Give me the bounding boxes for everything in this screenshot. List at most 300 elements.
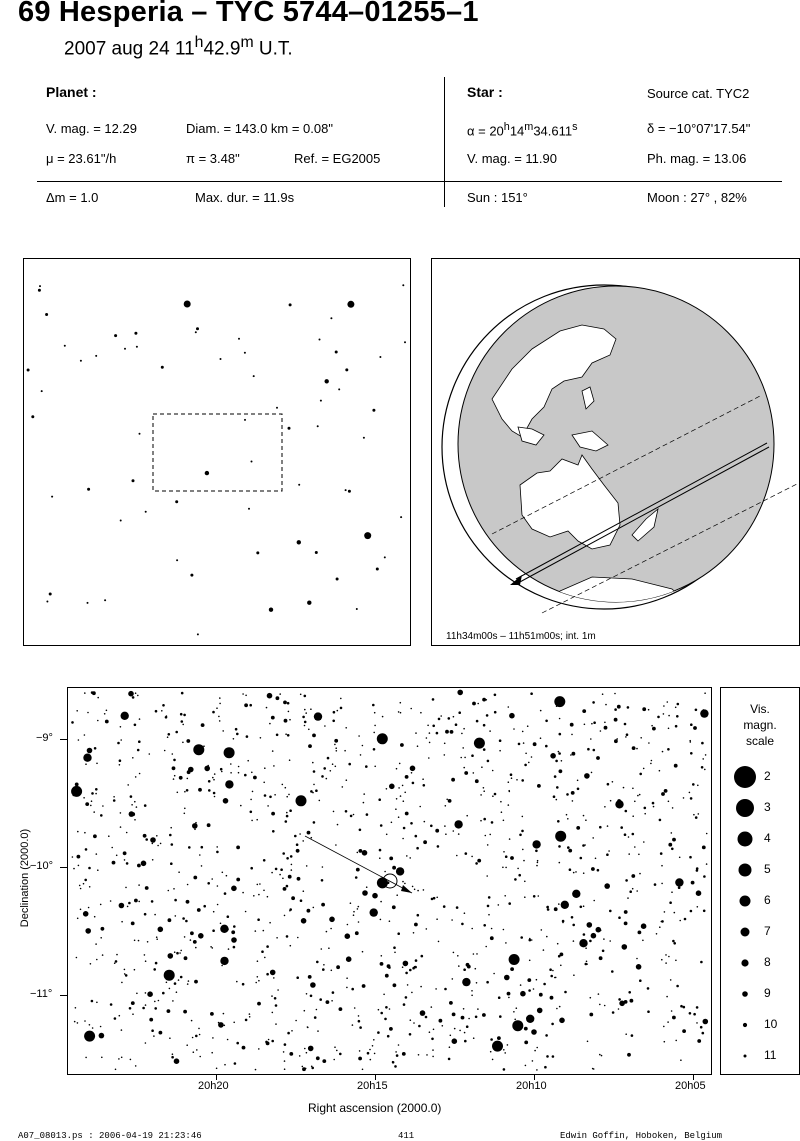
background-star <box>275 1023 277 1025</box>
background-star <box>182 724 184 726</box>
background-star <box>675 725 678 728</box>
background-star <box>110 1003 113 1006</box>
finder-chart <box>24 259 410 645</box>
background-star <box>144 954 146 956</box>
background-star <box>443 905 446 908</box>
background-star <box>184 301 191 308</box>
background-star <box>463 767 465 769</box>
background-star <box>413 932 415 934</box>
background-star <box>420 1010 426 1016</box>
background-star <box>75 1007 77 1009</box>
background-star <box>403 1003 406 1006</box>
background-star <box>665 962 667 964</box>
background-star <box>228 948 230 950</box>
background-star <box>339 1053 342 1056</box>
background-star <box>221 965 223 967</box>
background-star <box>480 794 482 796</box>
background-star <box>522 731 524 733</box>
scale-dot-9 <box>742 991 748 997</box>
background-star <box>573 974 575 976</box>
background-star <box>264 957 266 959</box>
background-star <box>467 965 471 969</box>
background-star <box>288 427 291 430</box>
background-star <box>240 805 242 807</box>
background-star <box>693 814 695 816</box>
background-star <box>420 712 422 714</box>
background-star <box>324 725 326 727</box>
background-star <box>373 748 376 751</box>
background-star <box>233 1022 235 1024</box>
background-star <box>190 574 193 577</box>
background-star <box>194 980 198 984</box>
background-star <box>510 773 513 776</box>
scale-title-3: scale <box>745 734 774 748</box>
background-star <box>330 928 332 930</box>
background-star <box>605 704 607 706</box>
background-star <box>475 779 479 783</box>
background-star <box>394 952 396 954</box>
background-star <box>416 847 419 850</box>
background-star <box>472 702 476 706</box>
background-star <box>224 892 227 895</box>
background-star <box>521 830 524 833</box>
background-star <box>625 810 628 813</box>
background-star <box>272 750 274 752</box>
background-star <box>362 745 364 747</box>
background-star <box>154 914 156 916</box>
background-star <box>255 1069 257 1071</box>
background-star <box>154 1007 157 1010</box>
background-star <box>291 869 293 871</box>
background-star <box>509 838 511 840</box>
background-star <box>308 975 312 979</box>
background-star <box>475 968 477 970</box>
background-star <box>267 693 273 699</box>
background-star <box>85 1057 87 1059</box>
background-star <box>518 743 521 746</box>
background-star <box>266 707 268 709</box>
background-star <box>121 1029 123 1031</box>
background-star <box>306 865 308 867</box>
background-star <box>85 763 87 765</box>
background-star <box>634 801 636 803</box>
background-star <box>313 907 315 909</box>
background-star <box>124 969 126 971</box>
scale-dot-10 <box>743 1023 747 1027</box>
background-star <box>602 693 604 695</box>
background-star <box>174 951 176 953</box>
background-star <box>497 1036 501 1040</box>
background-star <box>668 956 670 958</box>
background-star <box>615 800 623 808</box>
background-star <box>486 875 488 877</box>
background-star <box>336 578 339 581</box>
background-star <box>131 804 133 806</box>
background-star <box>689 792 691 794</box>
background-star <box>432 1056 434 1058</box>
background-star <box>277 989 279 991</box>
background-star <box>195 947 197 949</box>
planet-ref: Ref. = EG2005 <box>294 151 381 166</box>
background-star <box>505 942 507 944</box>
background-star <box>317 1030 319 1032</box>
background-star <box>518 874 521 877</box>
date-prefix: 2007 aug 24 11 <box>64 38 195 60</box>
scale-title-2: magn. <box>743 718 777 732</box>
background-star <box>279 874 281 876</box>
background-star <box>92 691 96 695</box>
background-star <box>488 914 490 916</box>
background-star <box>131 812 135 816</box>
background-star <box>445 805 447 807</box>
background-star <box>121 921 123 923</box>
background-star <box>703 910 706 913</box>
background-star <box>85 848 88 851</box>
background-star <box>347 924 349 926</box>
background-star <box>487 760 490 763</box>
background-star <box>639 773 642 776</box>
background-star <box>587 1041 589 1043</box>
background-star <box>634 846 636 848</box>
background-star <box>136 346 138 348</box>
background-star <box>279 693 281 695</box>
background-star <box>689 1012 692 1015</box>
background-star <box>113 799 116 802</box>
background-star <box>353 914 355 916</box>
background-star <box>461 1016 465 1020</box>
background-star <box>550 753 556 759</box>
background-star <box>134 940 136 942</box>
background-star <box>587 922 593 928</box>
background-star <box>171 1056 174 1059</box>
background-star <box>249 704 252 707</box>
background-star <box>345 368 348 371</box>
background-star <box>403 961 409 967</box>
background-star <box>466 815 468 817</box>
earth-globe <box>432 259 799 645</box>
background-star <box>287 734 290 737</box>
background-star <box>662 751 664 753</box>
background-star <box>283 1051 285 1053</box>
background-star <box>659 926 661 928</box>
background-star <box>248 508 250 510</box>
background-star <box>300 694 302 696</box>
background-star <box>651 725 653 727</box>
background-star <box>99 1033 105 1039</box>
background-star <box>584 724 586 726</box>
background-star <box>78 739 80 741</box>
background-star <box>545 1034 548 1037</box>
background-star <box>400 702 402 704</box>
background-star <box>251 461 253 463</box>
background-star <box>298 484 300 486</box>
background-star <box>568 849 572 853</box>
background-star <box>120 812 122 814</box>
background-star <box>184 936 186 938</box>
background-star <box>531 1029 537 1035</box>
background-star <box>330 770 332 772</box>
background-star <box>523 742 525 744</box>
background-star <box>411 992 413 994</box>
background-star <box>602 950 605 953</box>
background-star <box>38 289 41 292</box>
background-star <box>84 879 87 882</box>
background-star <box>216 851 219 854</box>
background-star <box>311 837 313 839</box>
background-star <box>432 698 435 701</box>
background-star <box>659 770 661 772</box>
footer-page: 411 <box>398 1131 415 1141</box>
background-star <box>409 969 412 972</box>
background-star <box>178 979 180 981</box>
background-star <box>704 769 706 771</box>
background-star <box>533 988 535 990</box>
background-star <box>426 928 428 930</box>
background-star <box>187 983 189 985</box>
background-star <box>508 706 510 708</box>
background-star <box>690 723 693 726</box>
planet-parallax: π = 3.48" <box>186 151 240 166</box>
moon-info: Moon : 27° , 82% <box>647 190 747 205</box>
background-star <box>429 732 431 734</box>
background-star <box>275 868 278 871</box>
background-star <box>264 794 267 797</box>
scale-label-2: 2 <box>764 769 771 783</box>
background-star <box>372 893 378 899</box>
background-star <box>618 916 621 919</box>
background-star <box>377 733 388 744</box>
background-star <box>426 737 428 739</box>
background-star <box>704 692 706 694</box>
background-star <box>284 1068 286 1070</box>
background-star <box>672 940 675 943</box>
background-star <box>97 697 99 699</box>
background-star <box>286 815 289 818</box>
background-star <box>126 832 128 834</box>
background-star <box>336 1050 338 1052</box>
background-star <box>284 915 286 917</box>
background-star <box>244 774 247 777</box>
scale-label-10: 10 <box>764 1017 778 1031</box>
background-star <box>418 1054 420 1056</box>
background-star <box>113 796 115 798</box>
background-star <box>362 850 368 856</box>
background-star <box>226 875 228 877</box>
background-star <box>661 865 663 867</box>
background-star <box>286 885 289 888</box>
background-star <box>661 792 665 796</box>
scale-label-7: 7 <box>764 924 771 938</box>
background-star <box>168 733 171 736</box>
background-star <box>535 850 538 853</box>
background-star <box>577 788 580 791</box>
background-star <box>213 779 215 781</box>
background-star <box>366 886 368 888</box>
background-star <box>370 908 378 916</box>
background-star <box>604 883 610 889</box>
background-star <box>435 829 439 833</box>
background-star <box>483 787 485 789</box>
background-star <box>545 720 548 723</box>
background-star <box>555 831 566 842</box>
background-star <box>636 748 638 750</box>
background-star <box>618 1008 620 1010</box>
background-star <box>221 771 223 773</box>
background-star <box>682 1029 686 1033</box>
background-star <box>471 928 473 930</box>
background-star <box>345 810 348 813</box>
background-star <box>236 846 240 850</box>
background-star <box>527 978 531 982</box>
background-star <box>331 1000 333 1002</box>
background-star <box>638 854 640 856</box>
background-star <box>192 1037 194 1039</box>
background-star <box>195 822 197 824</box>
background-star <box>585 963 588 966</box>
asteroid-track-arrow <box>401 885 412 893</box>
xtick-mark-2005 <box>693 1075 694 1080</box>
background-star <box>384 556 386 558</box>
background-star <box>554 907 558 911</box>
background-star <box>88 867 91 870</box>
background-star <box>582 709 586 713</box>
background-star <box>378 1009 380 1011</box>
background-star <box>319 339 321 341</box>
background-star <box>94 916 96 918</box>
background-star <box>436 732 439 735</box>
background-star <box>114 962 116 964</box>
background-star <box>600 730 602 732</box>
background-star <box>584 773 590 779</box>
background-star <box>572 924 575 927</box>
background-star <box>661 920 664 923</box>
background-star <box>316 1056 320 1060</box>
background-star <box>448 799 452 803</box>
background-star <box>483 748 486 751</box>
background-star <box>624 1000 628 1004</box>
background-star <box>312 762 314 764</box>
background-star <box>91 1000 94 1003</box>
background-star <box>201 723 205 727</box>
background-star <box>429 1031 431 1033</box>
background-star <box>452 1013 456 1017</box>
background-star <box>330 317 332 319</box>
background-star <box>509 954 520 965</box>
background-star <box>77 831 79 833</box>
background-star <box>271 1040 274 1043</box>
background-star <box>566 793 569 796</box>
background-star <box>333 811 335 813</box>
time-h: h <box>194 34 204 51</box>
star-ra-h: h <box>503 121 510 133</box>
background-star <box>457 690 463 696</box>
background-star <box>394 1065 397 1068</box>
background-star <box>304 725 306 727</box>
scale-label-4: 4 <box>764 831 771 845</box>
background-star <box>558 752 561 755</box>
background-star <box>444 743 446 745</box>
background-star <box>444 754 446 756</box>
background-star <box>425 1016 428 1019</box>
background-star <box>537 862 539 864</box>
background-star <box>556 799 558 801</box>
background-star <box>483 790 485 792</box>
planet-motion: μ = 23.61"/h <box>46 151 117 166</box>
scale-dot-7 <box>741 928 750 937</box>
background-star <box>359 849 363 853</box>
background-star <box>185 920 188 923</box>
background-star <box>483 818 486 821</box>
background-star <box>187 778 189 780</box>
background-star <box>203 905 206 908</box>
background-star <box>533 742 537 746</box>
background-star <box>308 729 310 731</box>
background-star <box>289 908 292 911</box>
background-star <box>466 1025 469 1028</box>
background-star <box>559 1006 561 1008</box>
background-star <box>677 882 679 884</box>
y-axis-label: Declination (2000.0) <box>19 828 31 928</box>
background-star <box>508 804 510 806</box>
background-star <box>366 813 369 816</box>
background-star <box>624 833 627 836</box>
background-star <box>196 1049 198 1051</box>
background-star <box>367 1052 370 1055</box>
background-star <box>415 835 418 838</box>
background-star <box>396 1054 399 1057</box>
background-star <box>258 894 260 896</box>
background-star <box>409 1033 412 1036</box>
background-star <box>121 1057 123 1059</box>
background-star <box>398 816 400 818</box>
background-star <box>193 824 195 826</box>
background-star <box>475 1016 478 1019</box>
background-star <box>102 805 104 807</box>
background-star <box>134 724 137 727</box>
background-star <box>402 838 404 840</box>
background-star <box>627 1053 631 1057</box>
background-star <box>380 824 383 827</box>
background-star <box>145 838 148 841</box>
background-star <box>414 889 416 891</box>
background-star <box>696 1022 698 1024</box>
background-star <box>575 871 577 873</box>
background-star <box>193 876 197 880</box>
background-star <box>335 747 337 749</box>
background-star <box>350 902 352 904</box>
background-star <box>703 709 705 711</box>
background-star <box>571 916 574 919</box>
background-star <box>564 991 567 994</box>
background-star <box>134 819 136 821</box>
background-star <box>311 1066 313 1068</box>
background-star <box>534 1050 536 1052</box>
background-star <box>627 706 630 709</box>
background-star <box>130 795 133 798</box>
background-star <box>374 725 376 727</box>
background-star <box>522 816 524 818</box>
background-star <box>464 969 466 971</box>
background-star <box>170 827 172 829</box>
background-star <box>683 1006 686 1009</box>
background-star <box>359 1026 362 1029</box>
background-star <box>258 980 260 982</box>
background-star <box>80 360 82 362</box>
background-star <box>195 1035 198 1038</box>
background-star <box>415 959 418 962</box>
background-star <box>161 710 163 712</box>
background-star <box>601 1055 603 1057</box>
